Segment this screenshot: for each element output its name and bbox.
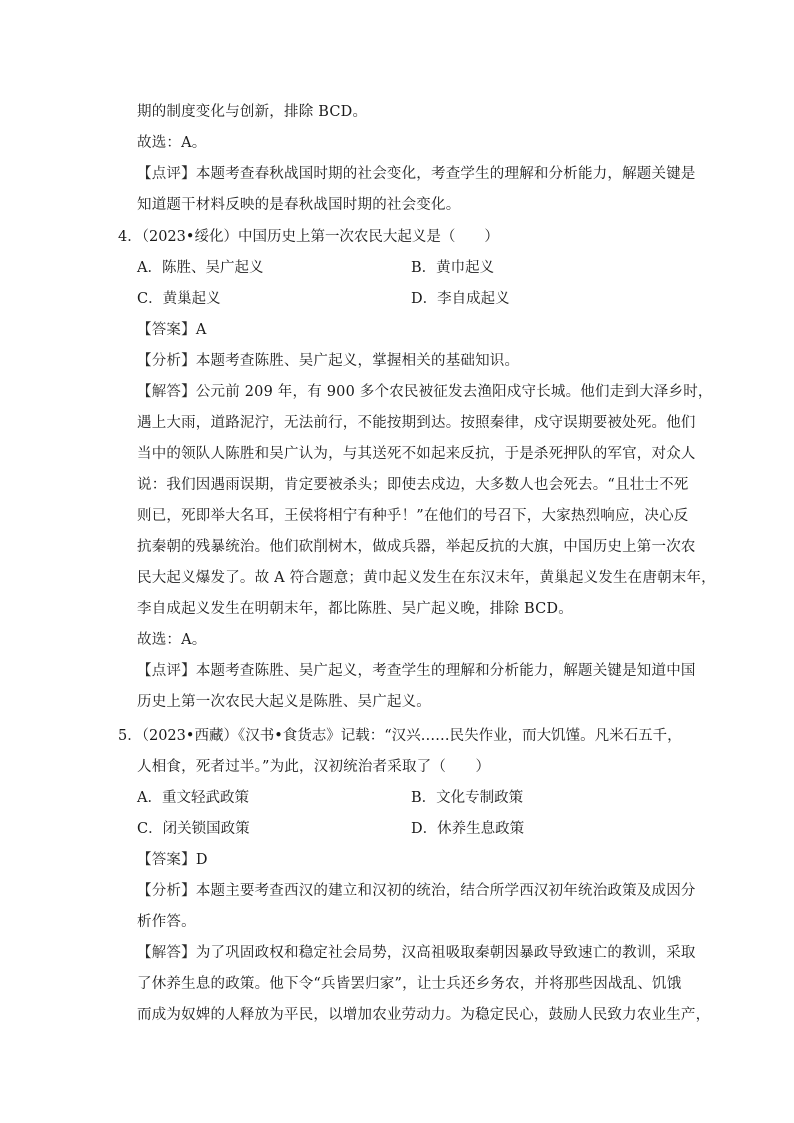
q3-comment-line2: 知道题干材料反映的是春秋战国时期的社会变化。 bbox=[137, 197, 461, 213]
q4-option-a: A．陈胜、吴广起义 bbox=[137, 260, 264, 276]
q4-solution-line bbox=[137, 382, 713, 402]
q5-stem-text: （2023•西藏）《汉书•食货志》记载：“汉兴……民失作业，而大饥馑。凡米石五千， bbox=[141, 728, 682, 744]
q3-comment-line1 bbox=[137, 164, 696, 184]
answer-tag: 【答案】 bbox=[137, 322, 196, 338]
comment-tag: 【点评】 bbox=[137, 663, 196, 679]
q4-stem bbox=[118, 227, 499, 247]
q5-analysis-line1 bbox=[137, 881, 696, 901]
q4-analysis bbox=[137, 351, 519, 371]
solution-tag: 【解答】 bbox=[137, 945, 196, 961]
q5-answer bbox=[137, 850, 208, 870]
analysis-tag: 【分析】 bbox=[137, 883, 196, 899]
q4-comment-line1 bbox=[137, 661, 696, 681]
analysis-tag: 【分析】 bbox=[137, 353, 196, 369]
q3-comment-text: 本题考查春秋战国时期的社会变化，考查学生的理解和分析能力，解题关键是 bbox=[195, 166, 696, 182]
q4-solution-line: 李自成起义发生在明朝末年，都比陈胜、吴广起义晚，排除 BCD。 bbox=[137, 601, 573, 617]
q4-solution-line: 民大起义爆发了。故 A 符合题意；黄巾起义发生在东汉末年，黄巢起义发生在唐朝末年， bbox=[137, 570, 716, 586]
q3-analysis-tail: 期的制度变化与创新，排除 BCD。 bbox=[137, 104, 368, 120]
q5-solution-line: 了休养生息的政策。他下令“兵皆罢归家”，让士兵还乡务农，并将那些因战乱、饥饿 bbox=[137, 976, 682, 992]
q5-analysis-text: 本题主要考查西汉的建立和汉初的统治，结合所学西汉初年统治政策及成因分 bbox=[195, 883, 696, 899]
q4-comment-text: 本题考查陈胜、吴广起义，考查学生的理解和分析能力，解题关键是知道中国 bbox=[195, 663, 696, 679]
q5-answer-value: D bbox=[195, 852, 208, 868]
q5-solution-text: 为了巩固政权和稳定社会局势，汉高祖吸取秦朝因暴政导致速亡的教训，采取 bbox=[195, 945, 696, 961]
q4-comment-line2: 历史上第一次农民大起义是陈胜、吴广起义。 bbox=[137, 694, 431, 710]
q5-stem-line2: 人相食，死者过半。”为此，汉初统治者采取了（ ） bbox=[137, 759, 491, 775]
q4-solution-text: 公元前 209 年，有 900 多个农民被征发去渔阳戍守长城。他们走到大泽乡时， bbox=[195, 384, 713, 400]
q4-solution-line: 抗秦朝的残暴统治。他们砍削树木，做成兵器，举起反抗的大旗，中国历史上第一次农 bbox=[137, 539, 696, 555]
q5-option-b: B．文化专制政策 bbox=[411, 790, 524, 806]
q4-stem-text: （2023•绥化）中国历史上第一次农民大起义是（ ） bbox=[141, 229, 499, 245]
q4-option-d: D．李自成起义 bbox=[411, 291, 510, 307]
q5-stem bbox=[118, 726, 682, 746]
q5-solution-line bbox=[137, 943, 696, 963]
q4-option-c: C．黄巢起义 bbox=[137, 291, 221, 307]
q4-number: 4． bbox=[118, 229, 142, 245]
q5-option-c: C．闭关锁国政策 bbox=[137, 821, 250, 837]
q5-number: 5． bbox=[118, 728, 142, 744]
q4-choice: 故选：A。 bbox=[137, 632, 207, 648]
q3-choice: 故选：A。 bbox=[137, 135, 207, 151]
answer-tag: 【答案】 bbox=[137, 852, 196, 868]
q4-solution-line: 说：我们因遇雨误期，肯定要被杀头；即使去戍边，大多数人也会死去。“且壮士不死 bbox=[137, 477, 689, 493]
q4-solution-line: 则已，死即举大名耳，王侯将相宁有种乎！”在他们的号召下，大家热烈响应，决心反 bbox=[137, 508, 689, 524]
q5-option-a: A．重文轻武政策 bbox=[137, 790, 249, 806]
q5-analysis-line2: 析作答。 bbox=[137, 914, 196, 930]
q5-option-d: D．休养生息政策 bbox=[411, 821, 525, 837]
solution-tag: 【解答】 bbox=[137, 384, 196, 400]
q4-solution-line: 遇上大雨，道路泥泞，无法前行，不能按期到达。按照秦律，戍守误期要被处死。他们 bbox=[137, 415, 696, 431]
q4-solution-line: 当中的领队人陈胜和吴广认为，与其送死不如起来反抗，于是杀死押队的军官，对众人 bbox=[137, 446, 696, 462]
comment-tag: 【点评】 bbox=[137, 166, 196, 182]
q5-solution-line: 而成为奴婢的人释放为平民，以增加农业劳动力。为稳定民心，鼓励人民致力农业生产， bbox=[137, 1007, 711, 1023]
q4-answer bbox=[137, 320, 206, 340]
q4-analysis-text: 本题考查陈胜、吴广起义，掌握相关的基础知识。 bbox=[195, 353, 520, 369]
q4-option-b: B．黄巾起义 bbox=[411, 260, 495, 276]
q4-answer-value: A bbox=[195, 322, 207, 338]
